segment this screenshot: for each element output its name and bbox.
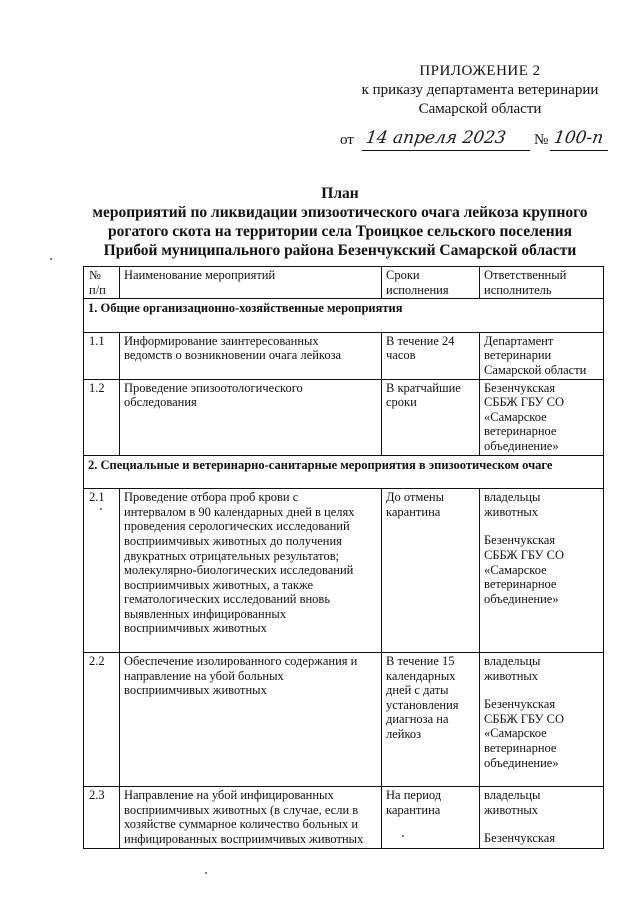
measure-name: Направление на убой инфицированных восприимчивых животных (в случае, если в хозяйстве суммарное количество больных и инфицированных восприимчивых животных bbox=[120, 787, 382, 848]
header-responsible: Ответственный исполнитель bbox=[480, 267, 604, 299]
section-2-title: 2. Специальные и ветеринарно-санитарные мероприятия в эпизоотическом очаге bbox=[84, 455, 604, 489]
measures-table bbox=[83, 266, 604, 849]
scan-speck bbox=[402, 835, 404, 837]
table-row bbox=[84, 332, 604, 379]
table-row bbox=[84, 787, 604, 848]
from-label: от bbox=[340, 132, 354, 148]
order-date-handwritten: 14 апреля 2023 bbox=[364, 128, 508, 148]
number-underline bbox=[550, 150, 608, 151]
header-name: Наименование мероприятий bbox=[120, 267, 382, 299]
measure-name: Проведение отбора проб крови с интервалом в 90 календарных дней в целях проведения серологических исследований восприимчивых животных до получения двукратных отрицательных результатов; молекулярно-биологических исследований восприимчивых животных, а также гематологических исследований вновь выявленных инфицированных восприимчивых животных bbox=[120, 489, 382, 653]
section-row-1 bbox=[84, 299, 604, 333]
measure-responsible: Безенчукская СББЖ ГБУ СО «Самарское ветеринарное объединение» bbox=[480, 379, 604, 455]
table-row bbox=[84, 489, 604, 653]
measure-terms: В течение 24 часов bbox=[382, 332, 480, 379]
measure-terms: В кратчайшие сроки bbox=[382, 379, 480, 455]
table-row bbox=[84, 653, 604, 787]
plan-title: План bbox=[321, 185, 359, 202]
appendix-line-region: Самарской области bbox=[418, 101, 542, 117]
measure-responsible: владельцы животных Безенчукская bbox=[480, 787, 604, 848]
date-underline bbox=[362, 150, 530, 151]
order-number-handwritten: 100-п bbox=[552, 128, 605, 148]
plan-subtitle-line-3: Прибой муниципального района Безенчукский Самарской области bbox=[103, 242, 577, 259]
measure-responsible: владельцы животных Безенчукская СББЖ ГБУ СО «Самарское ветеринарное объединение» bbox=[480, 653, 604, 787]
measure-terms: В течение 15 календарных дней с даты установления диагноза на лейкоз bbox=[382, 653, 480, 787]
appendix-title: ПРИЛОЖЕНИЕ 2 bbox=[419, 63, 541, 79]
row-number: 1.2 bbox=[84, 379, 120, 455]
header-num: № п/п bbox=[84, 267, 120, 299]
header-terms: Сроки исполнения bbox=[382, 267, 480, 299]
measure-name: Информирование заинтересованных ведомств о возникновении очага лейкоза bbox=[120, 332, 382, 379]
plan-subtitle-line-1: мероприятий по ликвидации эпизоотического очага лейкоза крупного bbox=[92, 204, 588, 221]
section-row-2 bbox=[84, 455, 604, 489]
row-number: 1.1 bbox=[84, 332, 120, 379]
scan-speck bbox=[205, 872, 207, 874]
table-header-row bbox=[84, 267, 604, 299]
section-1-title: 1. Общие организационно-хозяйственные мероприятия bbox=[84, 299, 604, 333]
order-date-line bbox=[340, 128, 610, 156]
plan-subtitle-line-2: рогатого скота на территории села Троицкое сельского поселения bbox=[108, 223, 572, 240]
scan-speck bbox=[100, 508, 102, 510]
scan-speck bbox=[50, 258, 52, 260]
measure-terms: До отмены карантина bbox=[382, 489, 480, 653]
measure-terms: На период карантина bbox=[382, 787, 480, 848]
number-label: № bbox=[534, 132, 549, 148]
row-number: 2.1 bbox=[84, 489, 120, 653]
measure-responsible: владельцы животных Безенчукская СББЖ ГБУ СО «Самарское ветеринарное объединение» bbox=[480, 489, 604, 653]
row-number: 2.2 bbox=[84, 653, 120, 787]
measure-responsible: Департамент ветеринарии Самарской области bbox=[480, 332, 604, 379]
measure-name: Обеспечение изолированного содержания и направление на убой больных восприимчивых животных bbox=[120, 653, 382, 787]
appendix-line-order: к приказу департамента ветеринарии bbox=[361, 82, 599, 98]
measure-name: Проведение эпизоотологического обследования bbox=[120, 379, 382, 455]
row-number: 2.3 bbox=[84, 787, 120, 848]
table-row bbox=[84, 379, 604, 455]
